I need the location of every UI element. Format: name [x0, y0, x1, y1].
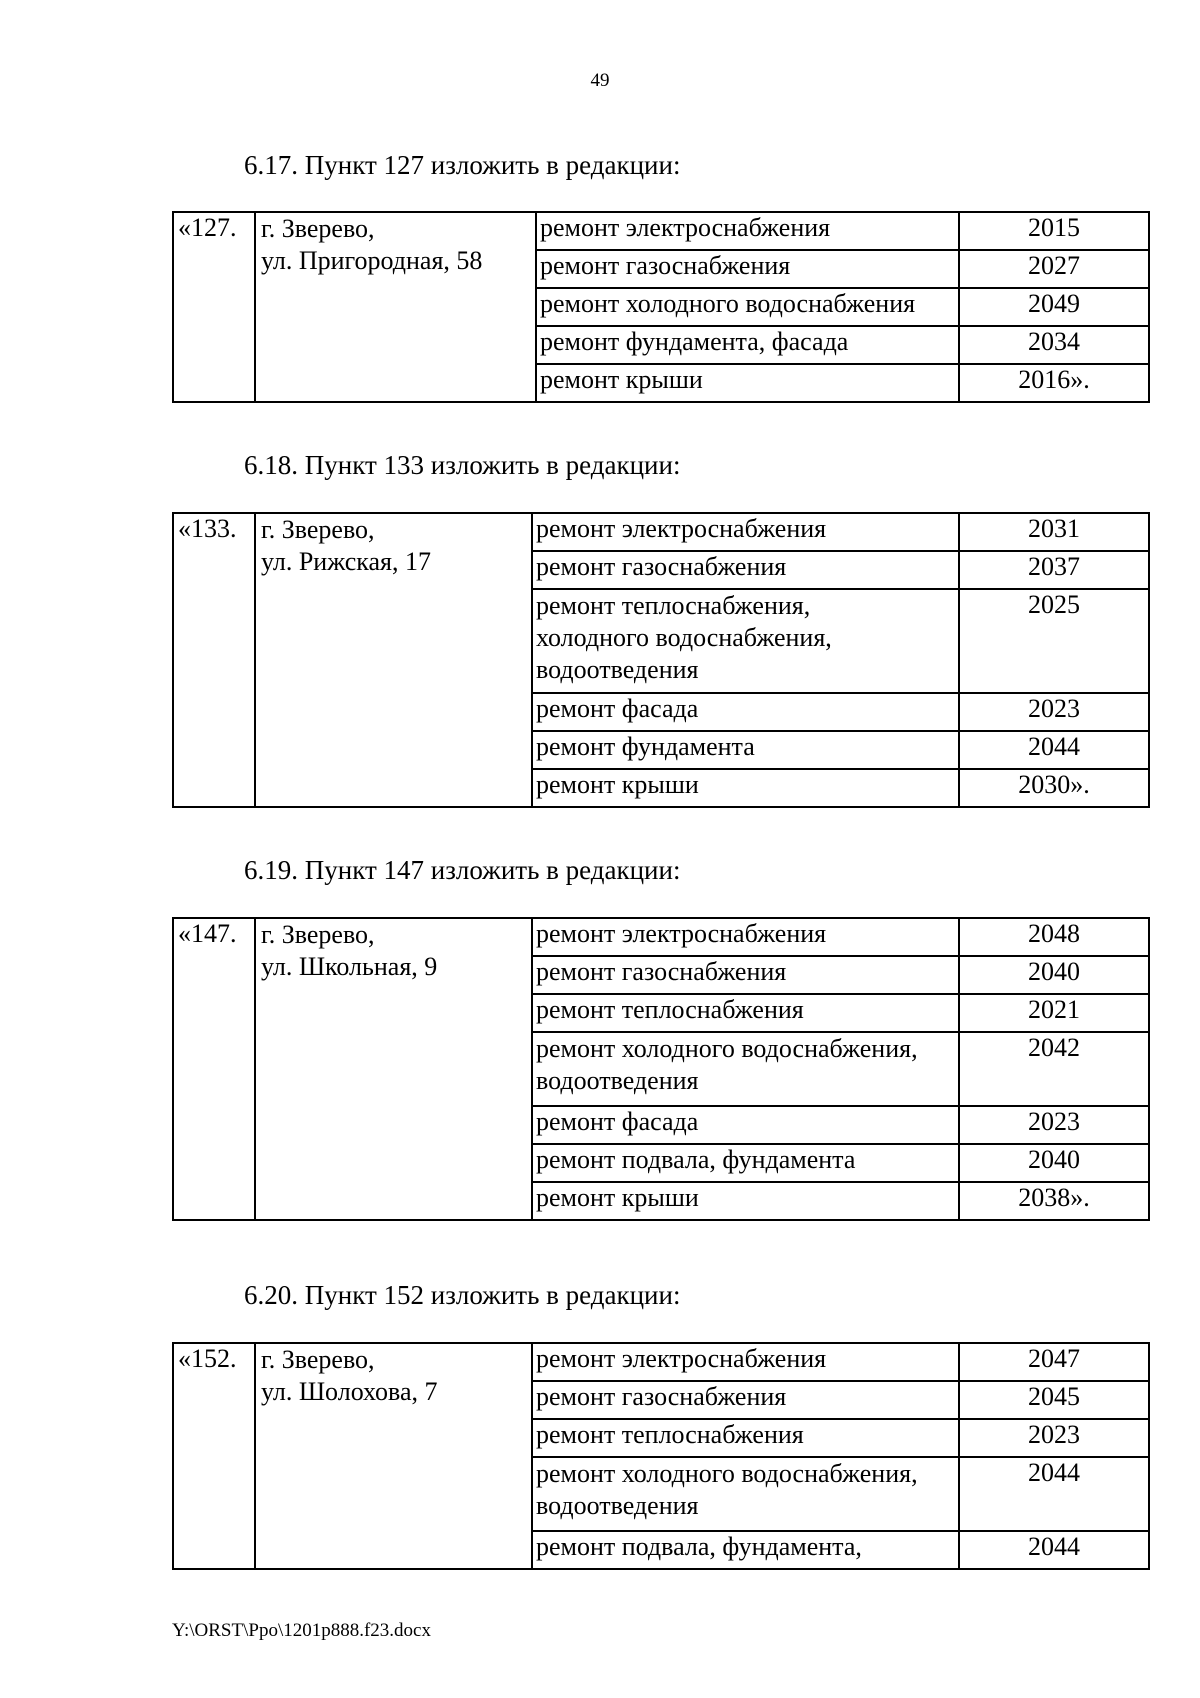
address	[255, 513, 532, 807]
work-type: ремонт теплоснабжения	[532, 994, 959, 1032]
year: 2042	[959, 1032, 1149, 1106]
repair-table	[172, 211, 1150, 403]
address	[255, 1343, 532, 1569]
repair-table	[172, 512, 1150, 808]
work-type: ремонт теплоснабжения	[532, 1419, 959, 1457]
year: 2016».	[959, 364, 1149, 402]
year: 2044	[959, 731, 1149, 769]
work-type: ремонт газоснабжения	[536, 250, 959, 288]
year: 2047	[959, 1343, 1149, 1381]
year: 2021	[959, 994, 1149, 1032]
work-type: ремонт электроснабжения	[532, 918, 959, 956]
work-type: ремонт электроснабжения	[532, 513, 959, 551]
year: 2025	[959, 589, 1149, 693]
work-type: ремонт газоснабжения	[532, 551, 959, 589]
year: 2040	[959, 956, 1149, 994]
year: 2015	[959, 212, 1149, 250]
work-type: ремонт теплоснабжения, холодного водоснабжения, водоотведения	[532, 589, 959, 693]
repair-table	[172, 1342, 1150, 1570]
item-number: «127.	[173, 212, 255, 402]
address-street: ул. Школьная, 9	[261, 952, 438, 981]
item-number: «147.	[173, 918, 255, 1220]
year: 2023	[959, 1106, 1149, 1144]
year: 2048	[959, 918, 1149, 956]
year: 2049	[959, 288, 1149, 326]
year: 2044	[959, 1531, 1149, 1569]
year: 2023	[959, 693, 1149, 731]
address-city: г. Зверево,	[261, 1345, 375, 1374]
address	[255, 918, 532, 1220]
section-heading: 6.17. Пункт 127 изложить в редакции:	[244, 150, 681, 180]
year: 2044	[959, 1457, 1149, 1531]
section-heading: 6.19. Пункт 147 изложить в редакции:	[244, 855, 681, 885]
work-type: ремонт фундамента, фасада	[536, 326, 959, 364]
work-type: ремонт крыши	[532, 769, 959, 807]
year: 2045	[959, 1381, 1149, 1419]
work-type: ремонт фасада	[532, 1106, 959, 1144]
repair-table	[172, 917, 1150, 1221]
page-number: 49	[590, 70, 610, 91]
year: 2023	[959, 1419, 1149, 1457]
address-street: ул. Шолохова, 7	[261, 1377, 438, 1406]
work-type: ремонт крыши	[536, 364, 959, 402]
address-city: г. Зверево,	[261, 920, 375, 949]
work-type: ремонт газоснабжения	[532, 1381, 959, 1419]
work-type: ремонт электроснабжения	[536, 212, 959, 250]
section-heading: 6.18. Пункт 133 изложить в редакции:	[244, 450, 681, 480]
work-type: ремонт холодного водоснабжения, водоотведения	[532, 1032, 959, 1106]
item-number: «133.	[173, 513, 255, 807]
table-row	[173, 513, 1149, 551]
section-heading: 6.20. Пункт 152 изложить в редакции:	[244, 1280, 681, 1310]
year: 2040	[959, 1144, 1149, 1182]
address	[255, 212, 536, 402]
year: 2037	[959, 551, 1149, 589]
year: 2030».	[959, 769, 1149, 807]
table-row	[173, 918, 1149, 956]
work-type: ремонт газоснабжения	[532, 956, 959, 994]
work-type: ремонт холодного водоснабжения	[536, 288, 959, 326]
address-city: г. Зверево,	[261, 214, 375, 243]
year: 2034	[959, 326, 1149, 364]
year: 2038».	[959, 1182, 1149, 1220]
work-type: ремонт фасада	[532, 693, 959, 731]
address-street: ул. Пригородная, 58	[261, 246, 483, 275]
item-number: «152.	[173, 1343, 255, 1569]
work-type: ремонт крыши	[532, 1182, 959, 1220]
work-type: ремонт холодного водоснабжения, водоотведения	[532, 1457, 959, 1531]
table-row	[173, 1343, 1149, 1381]
work-type: ремонт фундамента	[532, 731, 959, 769]
address-street: ул. Рижская, 17	[261, 547, 431, 576]
table-row	[173, 212, 1149, 250]
year: 2027	[959, 250, 1149, 288]
work-type: ремонт подвала, фундамента,	[532, 1531, 959, 1569]
work-type: ремонт подвала, фундамента	[532, 1144, 959, 1182]
year: 2031	[959, 513, 1149, 551]
file-path-footer: Y:\ORST\Ppo\1201p888.f23.docx	[172, 1620, 431, 1641]
address-city: г. Зверево,	[261, 515, 375, 544]
work-type: ремонт электроснабжения	[532, 1343, 959, 1381]
